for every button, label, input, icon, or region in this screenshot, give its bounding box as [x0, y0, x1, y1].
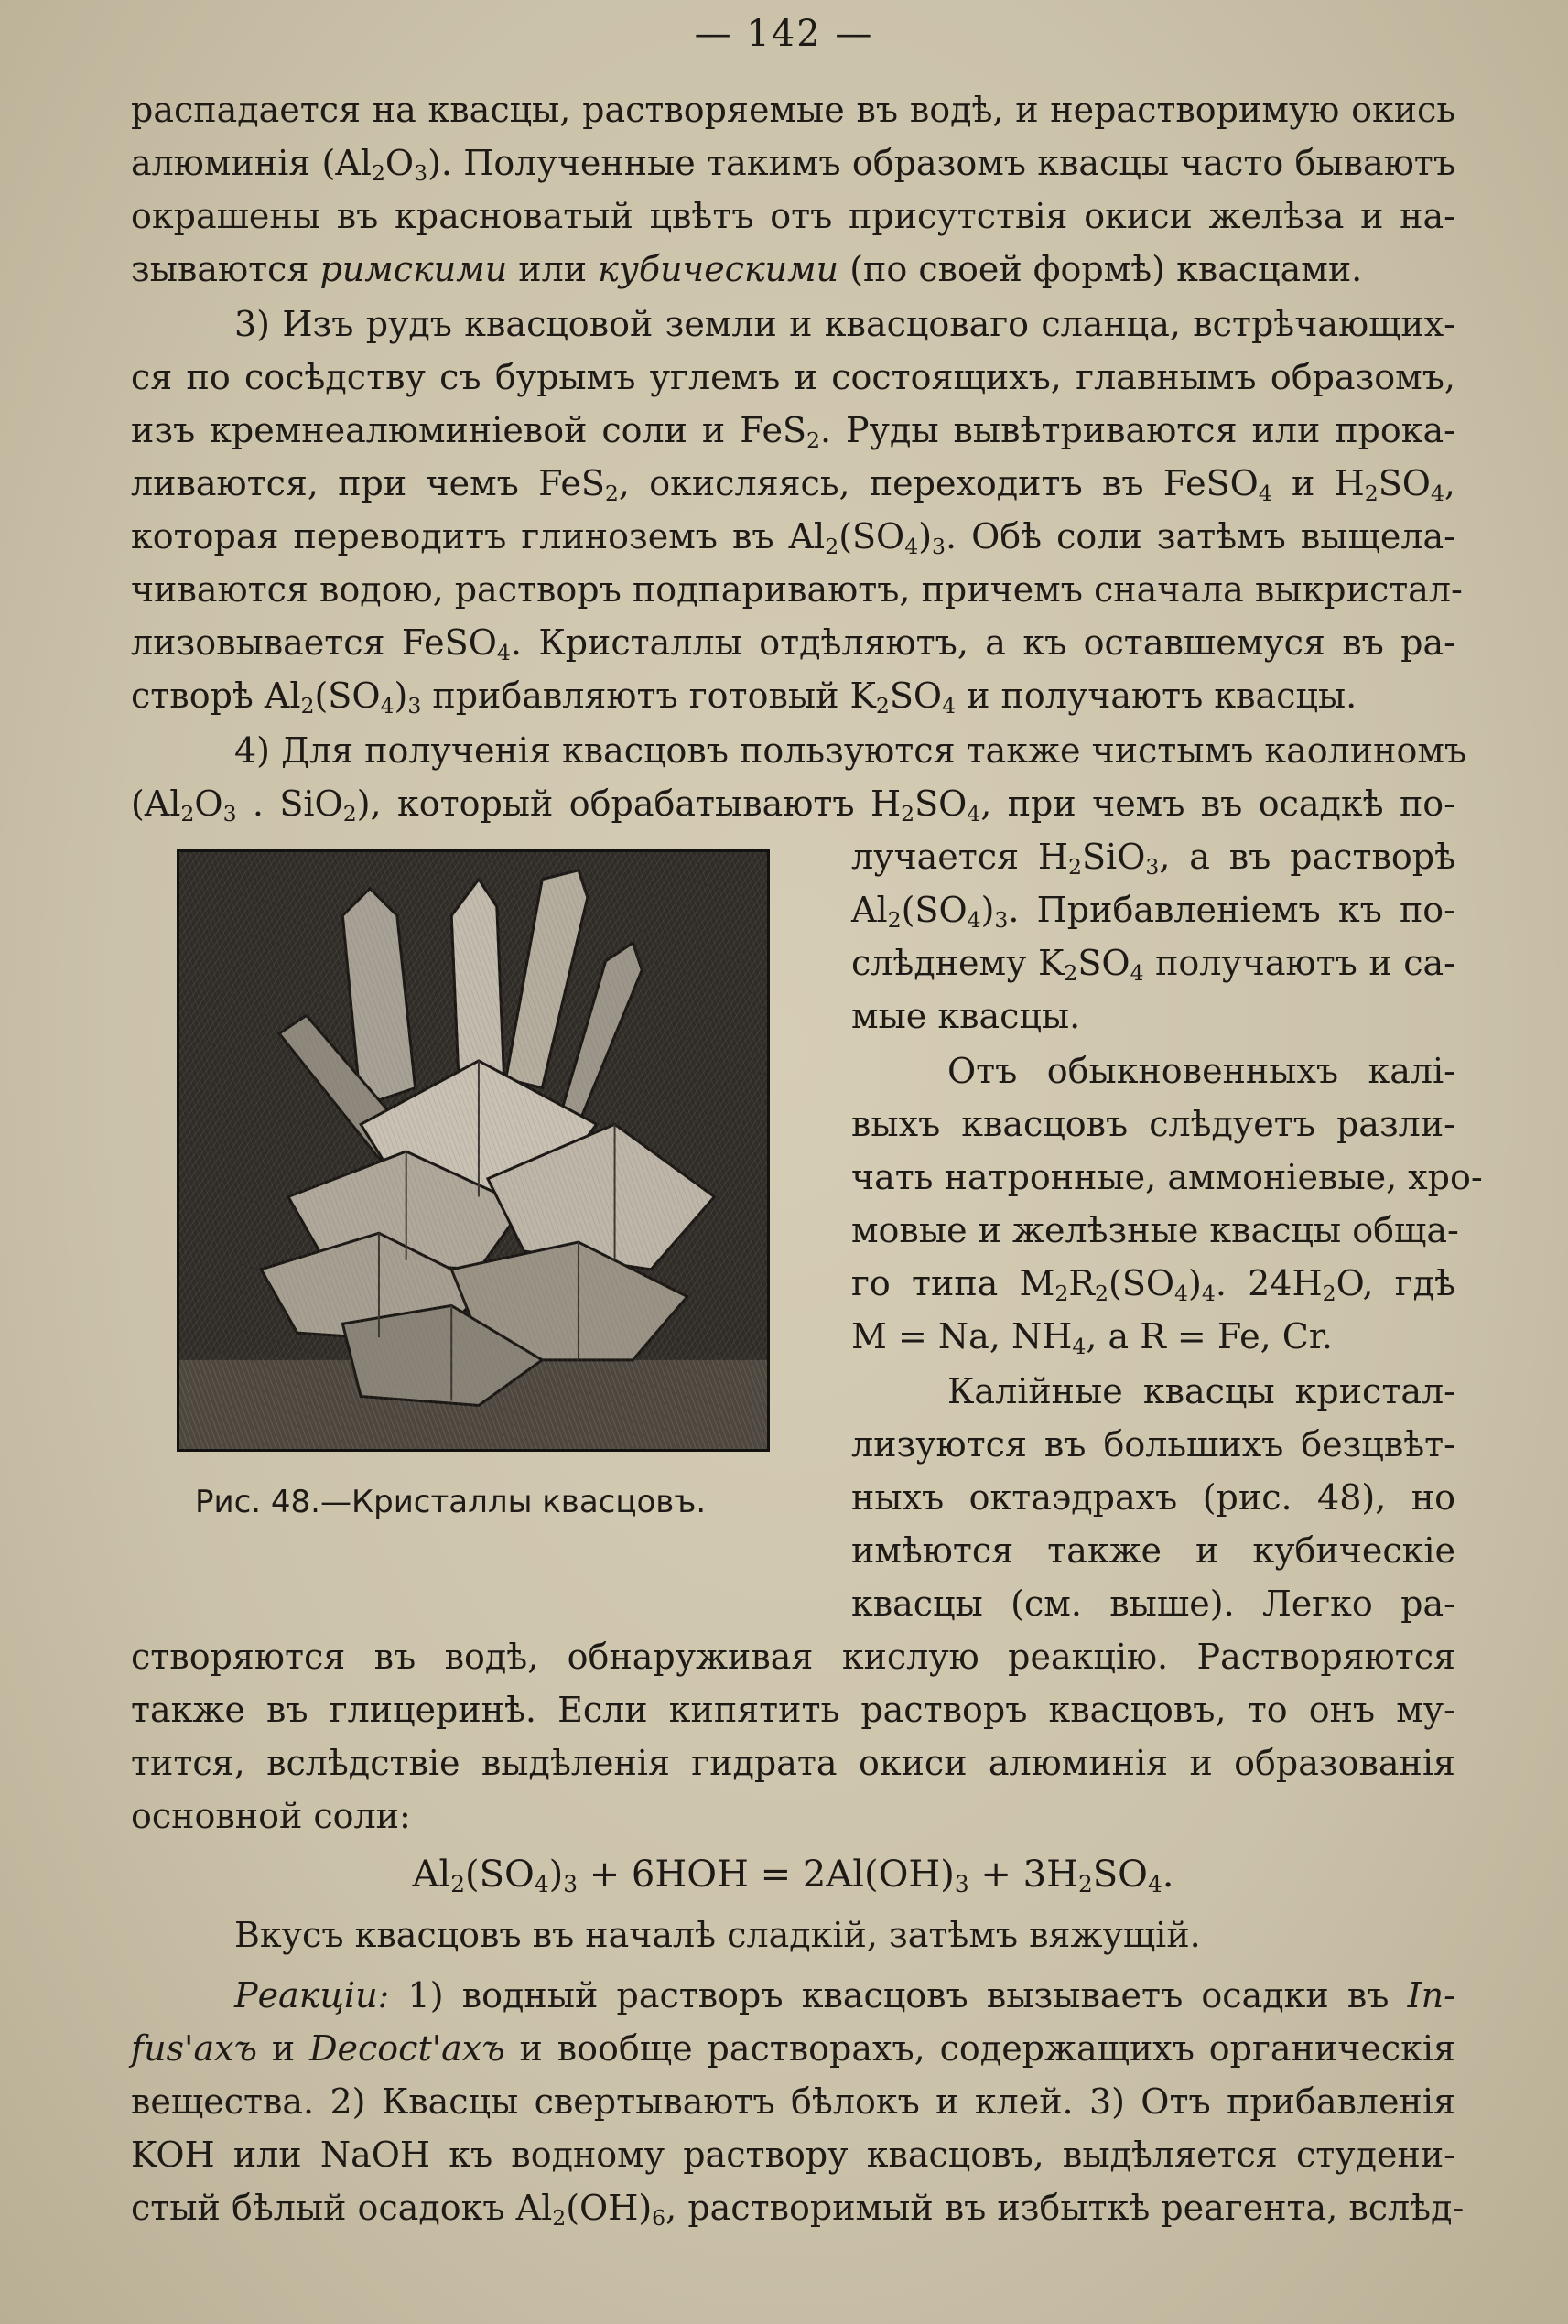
text-line: ливаются, при чемъ FeS$_2$, окисляясь, переходитъ въ FeSO$_4$ и $H_2SO_4$,: [131, 463, 1456, 506]
text-line: вещества. 2) Квасцы свертываютъ бѣлокъ и клей. 3) Отъ прибавленія: [131, 2081, 1455, 2122]
text-line: имѣются также и кубическіе: [851, 1530, 1455, 1571]
text-line: Отъ обыкновенныхъ калі-: [947, 1051, 1455, 1091]
text-line: ныхъ октаэдрахъ (рис. 48), но: [851, 1477, 1455, 1518]
crystal-engraving-illustration: [177, 849, 770, 1452]
text-line: лучается $H_2SiO_3$, а въ растворѣ: [851, 837, 1455, 880]
text-line: Калійные квасцы кристал-: [947, 1371, 1455, 1411]
text-line: лизовывается FeSO$_4$. Кристаллы отдѣляютъ, а къ оставшемуся въ ра-: [131, 622, 1455, 665]
text-line: выхъ квасцовъ слѣдуетъ разли-: [851, 1104, 1455, 1144]
text-line: изъ кремнеалюминіевой соли и FeS$_2$. Руды вывѣтриваются или прока-: [131, 410, 1455, 453]
text-line: M = Na, $NH_4$, a R = Fe, Cr.: [851, 1316, 1333, 1359]
text-line: Реакціи: 1) водный растворъ квасцовъ вызываетъ осадки въ In-: [234, 1975, 1455, 2016]
figure-caption: Рис. 48.—Кристаллы квасцовъ.: [195, 1484, 707, 1520]
text-line: слѣднему $K_2SO_4$ получаютъ и са-: [851, 943, 1455, 986]
text-line: основной соли:: [131, 1796, 411, 1836]
text-line: которая переводитъ глиноземъ въ $Al_2(SO_4)_3$. Обѣ соли затѣмъ выщела-: [131, 516, 1455, 559]
text-line: KOH или NaOH къ водному раствору квасцовъ, выдѣляется студени-: [131, 2135, 1455, 2175]
crystals-drawing: [179, 852, 767, 1449]
text-line: распадается на квасцы, растворяемые въ водѣ, и нерастворимую окись: [131, 90, 1455, 130]
text-line: стый бѣлый осадокъ $Al_2(OH)_6$, растворимый въ избыткѣ реагента, вслѣд-: [131, 2188, 1465, 2231]
text-line: $Al_2(SO_4)_3$. Прибавленіемъ къ по-: [851, 890, 1455, 933]
text-line: окрашены въ красноватый цвѣтъ отъ присутствія окиси желѣза и на-: [131, 196, 1455, 236]
text-line: 4) Для полученія квасцовъ пользуются также чистымъ каолиномъ: [234, 730, 1467, 771]
text-line: ся по сосѣдству съ бурымъ углемъ и состоящихъ, главнымъ образомъ,: [131, 357, 1455, 397]
text-line: зываются римскими или кубическими (по своей формѣ) квасцами.: [131, 249, 1363, 289]
text-line: 3) Изъ рудъ квасцовой земли и квасцоваго сланца, встрѣчающих-: [234, 304, 1455, 344]
text-line: мовые и желѣзные квасцы обща-: [851, 1210, 1459, 1250]
page-number: — 142 —: [694, 13, 874, 55]
text-line: го типа $M_2R_2(SO_4)_4$. $24H_2O$, гдѣ: [851, 1263, 1455, 1306]
text-line: квасцы (см. выше). Легко ра-: [851, 1584, 1455, 1624]
chemical-equation: $Al_2(SO_4)_3 + 6HOH = 2Al(OH)_3 + 3H_2SO_4$.: [412, 1854, 1174, 1898]
text-line: чиваются водою, растворъ подпариваютъ, причемъ сначала выкристал-: [131, 569, 1463, 610]
text-line: лизуются въ большихъ безцвѣт-: [851, 1424, 1455, 1465]
text-line: тится, вслѣдствіе выдѣленія гидрата окиси алюминія и образованія: [131, 1743, 1455, 1783]
text-line: чать натронные, аммоніевые, хро-: [851, 1157, 1483, 1197]
text-line: алюминія $(Al_2O_3)$. Полученные такимъ образомъ квасцы часто бываютъ: [131, 143, 1455, 186]
text-line: также въ глицеринѣ. Если кипятить растворъ квасцовъ, то онъ му-: [131, 1690, 1455, 1730]
text-line: створяются въ водѣ, обнаруживая кислую реакцію. Растворяются: [131, 1637, 1455, 1677]
text-line: fus'ахъ и Decoct'ахъ и вообще растворахъ, содержащихъ органическія: [131, 2028, 1455, 2069]
text-line: ($Al_2O_3$ . SiO$_2$), который обрабатываютъ $H_2SO_4$, при чемъ въ осадкѣ по-: [131, 784, 1456, 827]
text-line: Вкусъ квасцовъ въ началѣ сладкій, затѣмъ вяжущій.: [234, 1915, 1201, 1955]
text-line: мые квасцы.: [851, 996, 1081, 1036]
text-line: створѣ $Al_2(SO_4)_3$ прибавляютъ готовый $K_2SO_4$ и получаютъ квасцы.: [131, 676, 1357, 719]
